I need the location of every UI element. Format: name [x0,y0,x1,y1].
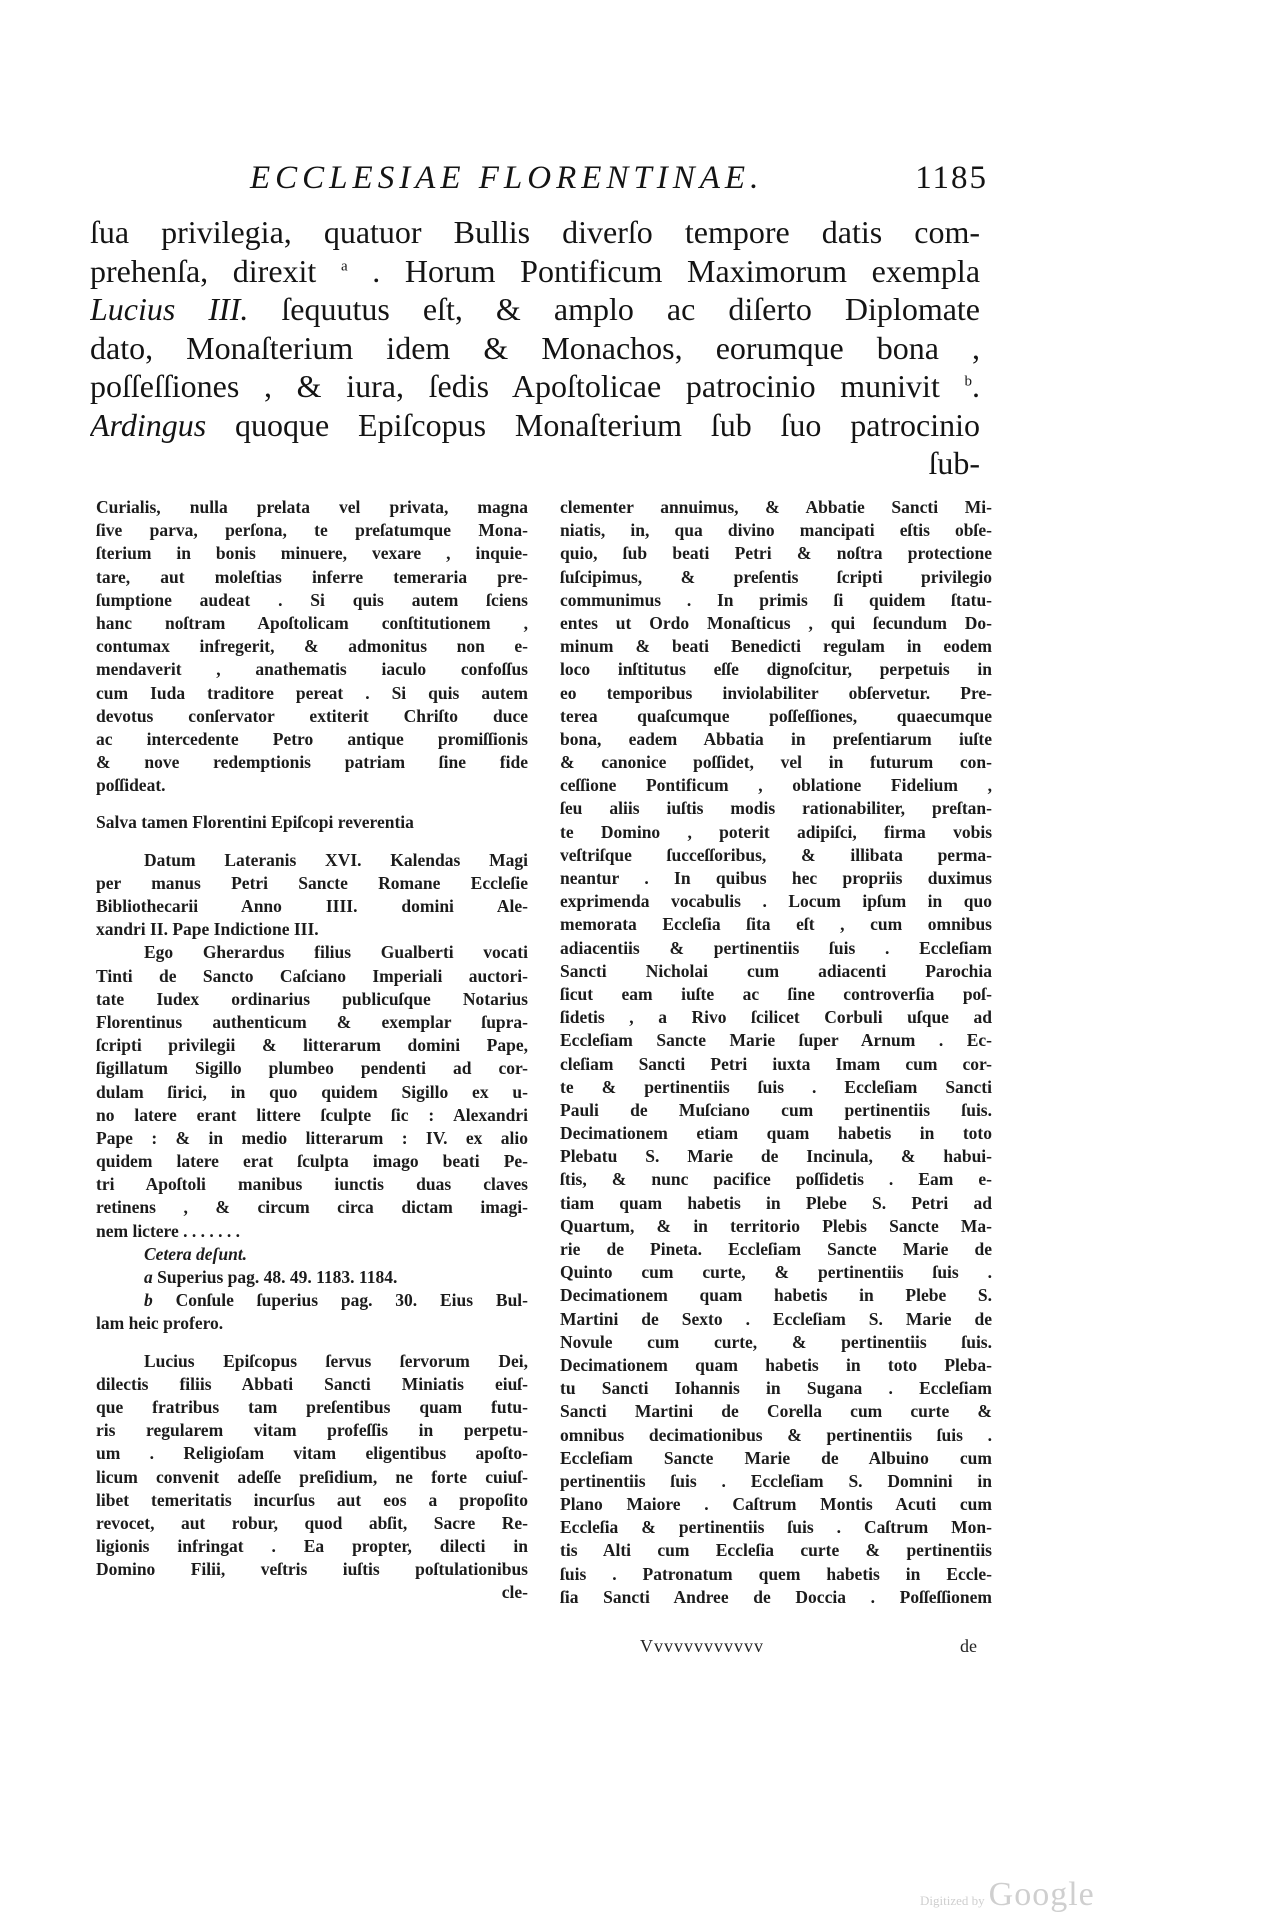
text-line: per manus Petri Sancte Romane Eccleſie [96,872,528,893]
text-line: adiacentiis & pertinentiis ſuis . Eccleſiam [560,937,992,958]
text-line: devotus conſervator extiterit Chriſto duce [96,705,528,726]
text-line: & canonice poſſidet, vel in futurum con- [560,752,992,773]
text-line: ſtis, & nunc pacifice poſſidetis . Eam e- [560,1169,992,1190]
main-line: prehenſa, direxit $^a$ . Horum Pontificum Maximorum exempla [90,252,980,289]
text-line: dilectis filiis Abbati Sancti Miniatis eiuſ- [96,1373,528,1394]
main-line: Ardingus quoque Epiſcopus Monaſterium ſub ſuo patrocinio [90,406,980,443]
text-line: Quartum, & in territorio Plebis Sancte Ma- [560,1215,992,1236]
left-column [96,496,528,1605]
main-line: dato, Monaſterium idem & Monachos, eorumque bona , [90,329,980,366]
text-line: rie de Pineta. Eccleſiam Sancte Marie de [560,1239,992,1259]
text-line: omnibus decimationibus & pertinentiis ſuis . [560,1424,992,1445]
text-line: tis Alti cum Eccleſia curte & pertinentiis [560,1540,992,1561]
text-line: Novule cum curte, & pertinentiis ſuis. [560,1331,992,1352]
text-line: Pape : & in medio litterarum : IV. ex alio [96,1127,528,1148]
text-line: ſuſcipimus, & preſentis ſcripti privilegio [560,566,992,587]
text-line: cum Iuda traditore pereat . Si quis autem [96,682,528,703]
text-line: ac intercedente Petro antique promiſſionis [96,728,528,749]
text-line: Eccleſiam Sancte Marie ſuper Arnum . Ec- [560,1030,992,1051]
text-line: contumax infregerit, & admonitus non e- [96,636,528,657]
text-line: bona, eadem Abbatia in preſentiarum iuſte [560,728,992,749]
text-line: mendaverit , anathematis iaculo confoſſus [96,659,528,680]
text-line: ſidetis , a Rivo ſcilicet Corbuli uſque ad [560,1007,992,1028]
text-line: Eccleſiam Sancte Marie de Albuino cum [560,1447,992,1468]
text-line: tare, aut moleſtias inferre temeraria pre- [96,566,528,587]
text-line: licum convenit adeſſe preſidium, ne forte cuiuſ- [96,1466,528,1487]
footnote-a: a Superius pag. 48. 49. 1183. 1184. [144,1267,398,1287]
text-line: minum & beati Benedicti regulam in eodem [560,636,992,657]
text-line: no latere erant littere ſculpte ſic : Alexandri [96,1104,528,1125]
text-line: Pauli de Muſciano cum pertinentiis ſuis. [560,1099,992,1120]
text-line: ſive parva, perſona, te preſatumque Mona- [96,520,528,541]
text-line: Sancti Nicholai cum adiacenti Parochia [560,960,992,981]
page-number: 1185 [915,160,988,196]
main-line: Lucius III. ſequutus eſt, & amplo ac diſerto Diplomate [90,291,980,327]
main-line: ſua privilegia, quatuor Bullis diverſo tempore datis com- [90,214,980,250]
text-line: ſterium in bonis minuere, vexare , inquie- [96,543,528,564]
text-line: quio, ſub beati Petri & noſtra protectione [560,543,992,564]
text-line: tiam quam habetis in Plebe S. Petri ad [560,1192,992,1213]
text-line: terea quaſcumque poſſeſſiones, quaecumque [560,705,992,726]
text-line: tate Iudex ordinarius publicuſque Notarius [96,988,528,1009]
text-line: um . Religioſam vitam eligentibus apoſto- [96,1443,528,1464]
text-line: niatis, in, qua divino mancipati eſtis obſe- [560,520,992,541]
text-line: Tinti de Sancto Caſciano Imperiali auctori- [96,965,528,986]
text-line: Bibliothecarii Anno IIII. domini Ale- [96,896,528,916]
text-line: exprimenda vocabulis . Locum ipſum in quo [560,891,992,912]
text-line: ceſſione Pontificum , oblatione Fidelium , [560,775,992,796]
running-header [90,160,988,206]
running-title: ECCLESIAE FLORENTINAE. [250,160,764,196]
google-watermark: Google [988,1876,1095,1913]
text-line: nem lictere . . . . . . . [96,1220,241,1241]
text-line: ſeu aliis iuſtis modis rationabiliter, preſtan- [560,798,992,819]
text-line: & nove redemptionis patriam ſine fide [96,752,528,773]
text-line: te & pertinentiis ſuis . Eccleſiam Sancti [560,1076,992,1097]
text-line: ligionis infringat . Ea propter, dilecti in [96,1536,528,1557]
text-line: cleſiam Sancti Petri iuxta Imam cum cor- [560,1053,992,1074]
text-line: Martini de Sexto . Eccleſiam S. Marie de [560,1308,992,1329]
text-line: tu Sancti Iohannis in Sugana . Eccleſiam [560,1378,992,1399]
text-line: Quinto cum curte, & pertinentiis ſuis . [560,1262,992,1283]
text-line: lam heic profero. [96,1313,224,1334]
text-line: hanc noſtram Apoſtolicam conſtitutionem , [96,612,528,633]
text-line: dulam ſirici, in quo quidem Sigillo ex u- [96,1081,528,1102]
right-column [560,496,992,1609]
salva-line: Salva tamen Florentini Epiſcopi reverentia [96,812,414,833]
text-line: Decimationem quam habetis in toto Pleba- [560,1354,992,1375]
digitized-watermark [920,1876,1095,1914]
text-line: pertinentiis ſuis . Eccleſiam S. Domnini in [560,1470,992,1491]
text-line: poſſideat. [96,775,166,796]
main-line: poſſeſſiones , & iura, ſedis Apoſtolicae patrocinio munivit $^b$. [90,368,980,404]
text-line: Curialis, nulla prelata vel privata, magna [96,497,528,517]
text-line: clementer annuimus, & Abbatie Sancti Mi- [560,497,992,517]
text-line: libet temeritatis incurſus aut eos a propoſito [96,1489,528,1510]
text-line: revocet, aut robur, quod abſit, Sacre Re- [96,1512,528,1533]
text-line: Decimationem etiam quam habetis in toto [560,1123,992,1144]
text-line: communimus . In primis ſi quidem ſtatu- [560,589,992,610]
cetera-line: Cetera deſunt. [144,1243,248,1264]
left-catchword: cle- [501,1582,528,1603]
text-line: eo temporibus inviolabiliter obſervetur. Pre- [560,682,992,703]
text-line: neantur . In quibus hec propriis duximus [560,868,992,888]
text-line: ſumptione audeat . Si quis autem ſciens [96,589,528,610]
text-line: Florentinus authenticum & exemplar ſupra- [96,1011,528,1032]
text-line: Plebatu S. Marie de Incinula, & habui- [560,1146,992,1167]
text-line: Datum Lateranis XVI. Kalendas Magi [144,849,528,870]
text-line: Decimationem quam habetis in Plebe S. [560,1285,992,1306]
signature-mark: Vvvvvvvvvvvv [640,1636,764,1656]
text-line: Plano Maiore . Caſtrum Montis Acuti cum [560,1494,992,1515]
text-line: loco inſtitutus eſſe dignoſcitur, perpetuis in [560,659,992,680]
footnote-mark: b [964,373,973,390]
text-line: veſtriſque ſucceſſoribus, & illibata perma- [560,844,992,865]
text-line: Lucius Epiſcopus ſervus ſervorum Dei, [144,1350,528,1371]
text-line: ſcripti privilegii & litterarum domini Pape, [96,1035,528,1056]
text-line: que fratribus tam preſentibus quam futu- [96,1396,528,1417]
text-line: Ego Gherardus filius Gualberti vocati [144,942,528,963]
text-line: Domino Filii, veſtris iuſtis poſtulationibus [96,1559,528,1580]
watermark-small-text: Digitized by [920,1893,985,1908]
text-line: ſigillatum Sigillo plumbeo pendenti ad cor- [96,1058,528,1079]
text-line: tri Apoſtoli manibus iunctis duas claves [96,1174,528,1195]
footnote-mark: a [340,257,348,274]
main-text-block [90,213,980,483]
catchword: de [960,1636,977,1656]
text-line: quidem latere erat ſculpta imago beati Pe- [96,1151,528,1172]
text-line: ſicut eam iuſte ac ſine controverſia poſ- [560,983,992,1004]
text-line: ſuis . Patronatum quem habetis in Eccle- [560,1563,992,1584]
text-line: xandri II. Pape Indictione III. [96,919,319,940]
text-line: entes ut Ordo Monaſticus , qui ſecundum Do- [560,612,992,633]
text-line: memorata Eccleſia ſita eſt , cum omnibus [560,914,992,935]
text-line: Eccleſia & pertinentiis ſuis . Caſtrum Mon- [560,1517,992,1538]
text-line: Sancti Martini de Corella cum curte & [560,1401,992,1422]
text-line: ris regularem vitam profeſſis in perpetu- [96,1420,528,1441]
footnote-b: b Conſule ſuperius pag. 30. Eius Bul- [144,1290,528,1311]
text-line: te Domino , poterit adipiſci, firma vobis [560,821,992,842]
main-catchword: ſub- [928,445,980,481]
text-line: ſia Sancti Andree de Doccia . Poſſeſſionem [560,1586,992,1607]
text-line: retinens , & circum circa dictam imagi- [96,1197,528,1218]
